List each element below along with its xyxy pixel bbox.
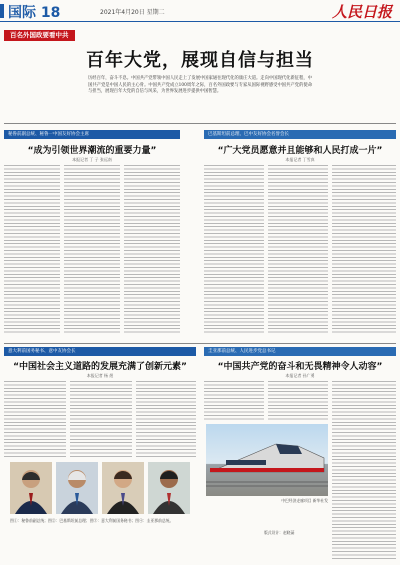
train-illustration (206, 424, 328, 496)
article-title: “中国共产党的奋斗和无畏精神令人动容” (217, 362, 383, 372)
article-byline: 本报记者 丁 子 张远南 (72, 157, 112, 162)
page-header (0, 0, 400, 22)
divider (4, 123, 396, 124)
portrait-photo (10, 462, 52, 514)
article-body (332, 381, 396, 561)
portrait-photo (102, 462, 144, 514)
section-marker (0, 4, 4, 18)
portrait-illustration (10, 462, 52, 514)
article-band: 秘鲁前副总统、秘鲁一中国友好协会主席 (4, 130, 180, 139)
feature-lead: 历经百年，奋斗不息。中国共产党带领中国人民走上了发展中国家通往现代化的康庄大道。走向中国现代化新征程，中国共产党是中国人民的主心骨。中国共产党成立100周年之际，百名外国政要与专家从国际视野感受中国共产党的使命与担当，展现百年大党的自信与风采，为世界发展进步提供中国智慧。 (88, 76, 312, 94)
section-title: 国际 18 (8, 5, 61, 21)
article-byline: 本报记者 丁雪真 (285, 157, 315, 162)
divider (4, 343, 396, 344)
article-body (204, 381, 264, 421)
article-byline: 本报记者 孙广勇 (285, 373, 315, 378)
portrait-photo (148, 462, 190, 514)
article-body (268, 381, 328, 421)
newspaper-logo: 人民日报 (331, 3, 392, 21)
article-band: 圭亚那前总统、人民进步党总书记 (204, 347, 396, 356)
portrait-photo (56, 462, 98, 514)
article-byline: 本报记者 杨 煜 (86, 373, 114, 378)
portrait-illustration (102, 462, 144, 514)
article-body (332, 165, 396, 335)
article-title: “广大党员愿意并且能够和人民打成一片” (217, 146, 383, 156)
article-body (136, 381, 196, 459)
article-body (4, 381, 66, 459)
article-body (64, 165, 120, 335)
article-body (268, 165, 328, 335)
layout-credit: 版式设计：赵晓菡 (264, 530, 295, 535)
article-title: “中国社会主义道路的发展充满了创新元素” (13, 362, 187, 372)
portrait-illustration (56, 462, 98, 514)
portrait-caption: 图①：秘鲁前副总统；图②：巴基斯坦前总理；图③：意大利前国务秘书；图④：圭亚那前总统。 (10, 518, 174, 523)
issue-date: 2021年4月20日 星期二 (100, 9, 165, 16)
article-body (4, 165, 60, 335)
feature-kicker: 百名外国政要看中共 (4, 30, 75, 41)
article-body (70, 381, 132, 459)
train-caption: 中巴经济走廊项目 新华社发 (281, 498, 328, 503)
article-title: “成为引领世界潮流的重要力量” (27, 146, 157, 156)
article-band: 意大利前国务秘书、意中友协会长 (4, 347, 196, 356)
train-photo (206, 424, 328, 496)
article-body (204, 165, 264, 335)
article-band: 巴基斯坦前总理、巴中友好协会名誉会长 (204, 130, 396, 139)
portrait-illustration (148, 462, 190, 514)
article-body (124, 165, 180, 335)
feature-headline: 百年大党，展现自信与担当 (86, 50, 314, 71)
